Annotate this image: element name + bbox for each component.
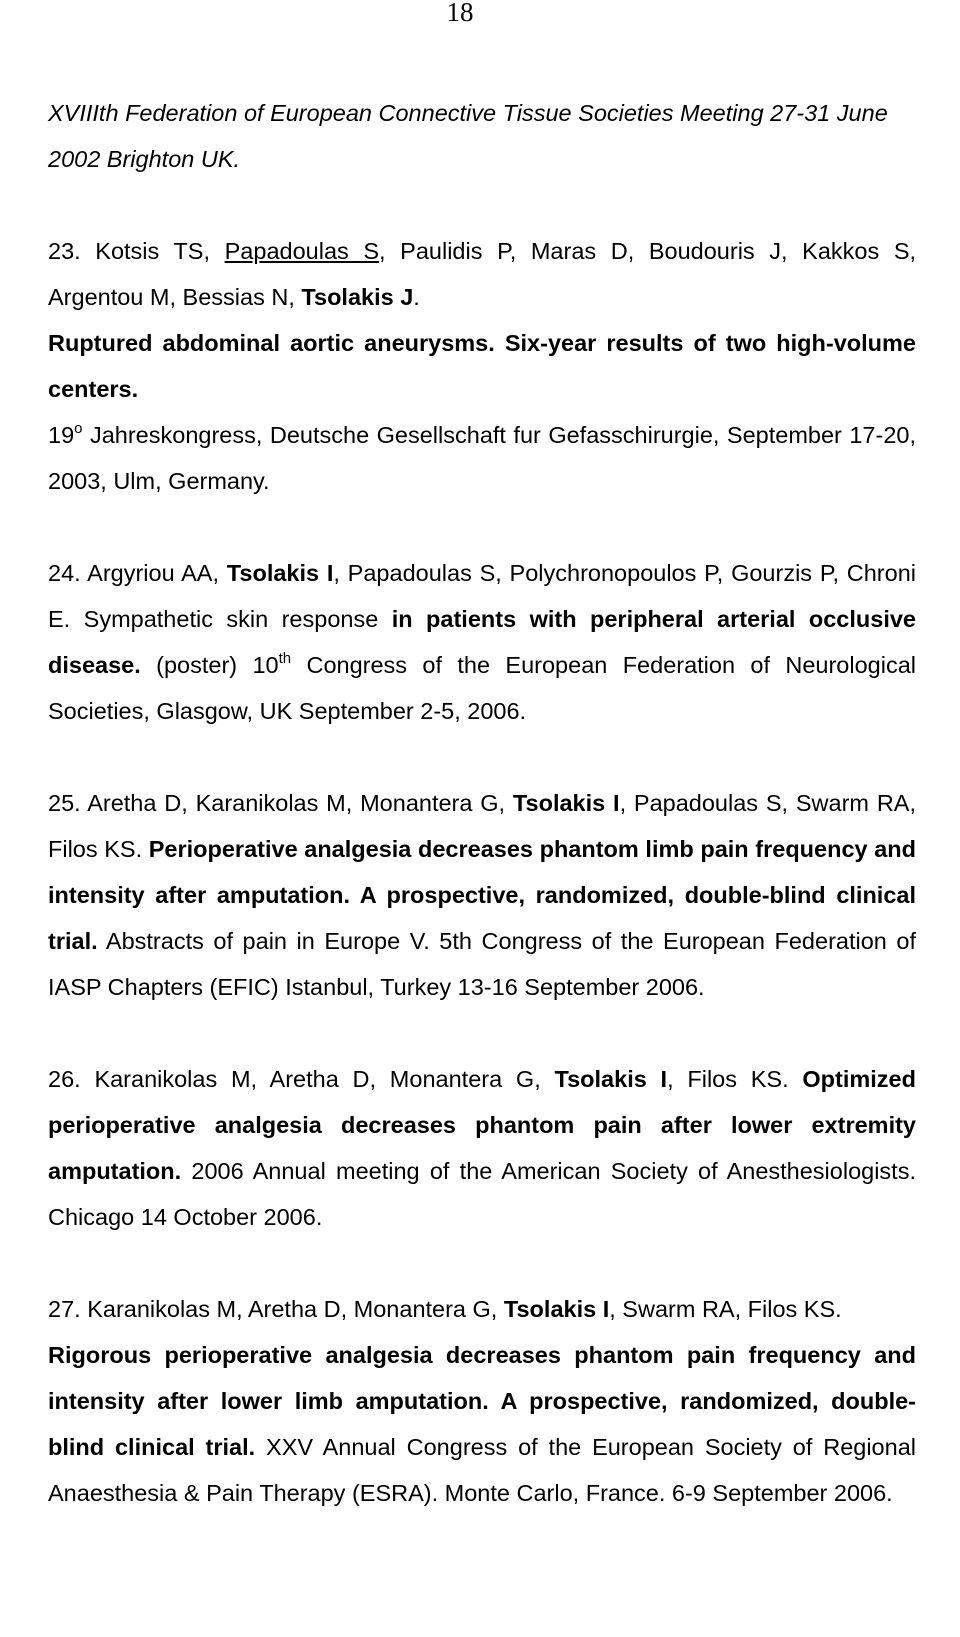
reference-authors: Karanikolas M, Aretha D, Monantera G, Tsolakis I, Filos KS. — [94, 1065, 803, 1092]
reference-title: Rigorous perioperative analgesia decreases phantom pain frequency and intensity after lower limb amputation. A prospective, randomized, double-blind clinical trial. — [48, 1341, 916, 1460]
reference-list — [48, 66, 916, 1516]
reference-venue: 19$^o$ Jahreskongress, Deutsche Gesellschaft fur Gefasschirurgie, September 17-20, 2003, Ulm, Germany. — [48, 419, 916, 494]
reference-24 — [48, 550, 916, 734]
reference-26 — [48, 1056, 916, 1240]
reference-number: 27. — [48, 1295, 81, 1322]
reference-authors: Aretha D, Karanikolas M, Monantera G, Tsolakis I, Papadoulas S, Swarm RA, Filos KS. — [48, 789, 916, 862]
reference-23 — [48, 228, 916, 504]
reference-venue: 2006 Annual meeting of the American Society of Anesthesiologists. Chicago 14 October 2006. — [48, 1157, 916, 1230]
reference-authors: Kotsis TS, Papadoulas S, Paulidis P, Maras D, Boudouris J, Kakkos S, Argentou M, Bessias N, Tsolakis J. — [48, 237, 917, 310]
reference-title: Sympathetic skin response in patients with peripheral arterial occlusive disease. — [48, 605, 916, 678]
reference-title: Perioperative analgesia decreases phantom limb pain frequency and intensity after amputation. A prospective, randomized, double-blind clinical trial. — [48, 835, 916, 954]
reference-title: Optimized perioperative analgesia decreases phantom pain after lower extremity amputation. — [48, 1065, 916, 1184]
highlighted-author: Tsolakis I — [554, 1065, 668, 1092]
underlined-author: Papadoulas S — [224, 237, 380, 264]
highlighted-author: Tsolakis I — [512, 789, 620, 816]
reference-number: 23. — [48, 237, 81, 264]
page-number: 18 — [446, 0, 474, 27]
highlighted-author: Tsolakis I — [503, 1295, 610, 1322]
reference-venue: XXV Annual Congress of the European Society of Regional Anaesthesia & Pain Therapy (ESRA). Monte Carlo, France. 6-9 September 2006. — [48, 1433, 916, 1506]
reference-title: Ruptured abdominal aortic aneurysms. Six-year results of two high-volume centers. — [48, 329, 916, 402]
reference-authors: Karanikolas M, Aretha D, Monantera G, Tsolakis I, Swarm RA, Filos KS. — [87, 1295, 842, 1322]
reference-authors: Argyriou AA, Tsolakis I, Papadoulas S, Polychronopoulos P, Gourzis P, Chroni E. — [48, 559, 916, 632]
reference-27 — [48, 1286, 916, 1516]
reference-25 — [48, 780, 916, 1010]
reference-number: 25. — [48, 789, 81, 816]
reference-number: 26. — [48, 1065, 81, 1092]
highlighted-author: Tsolakis J — [301, 283, 414, 310]
reference-venue: (poster) 10th Congress of the European Federation of Neurological Societies, Glasgow, UK September 2-5, 2006. — [48, 649, 916, 724]
reference-continuation: XVIIIth Federation of European Connective Tissue Societies Meeting 27-31 June 2002 Brighton UK. — [48, 99, 888, 172]
highlighted-author: Tsolakis I — [226, 559, 334, 586]
reference-number: 24. — [48, 559, 81, 586]
reference-venue: Abstracts of pain in Europe V. 5th Congress of the European Federation of IASP Chapters (EFIC) Istanbul, Turkey 13-16 September 2006. — [48, 927, 916, 1000]
